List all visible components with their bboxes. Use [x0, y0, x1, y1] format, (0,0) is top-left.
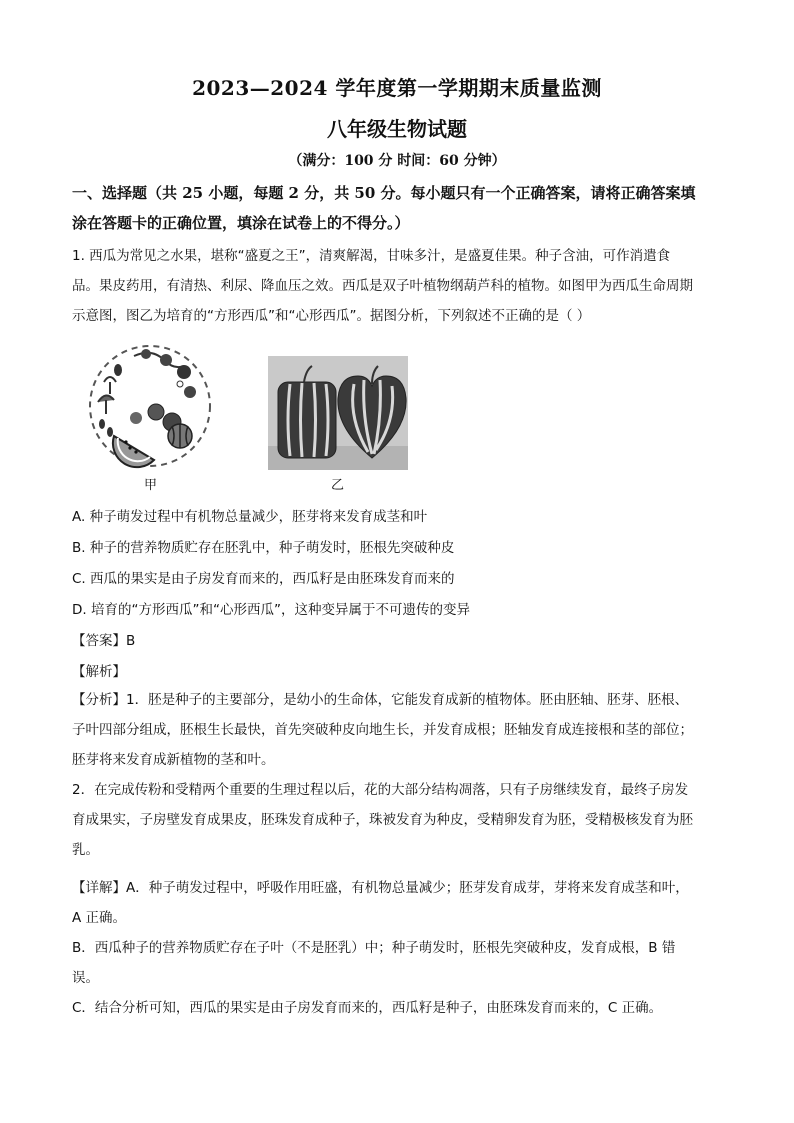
analysis-p1-line-1: 【分析】1．胚是种子的主要部分，是幼小的生命体，它能发育成新的植物体。胚由胚轴、胚芽、胚根、	[72, 692, 689, 708]
caption-yi: 乙	[331, 478, 345, 493]
analysis-p1-line-2: 子叶四部分组成，胚根生长最快，首先突破种皮向地生长，并发育成根；胚轴发育成连接根和茎的部位；	[72, 722, 693, 738]
detail-block	[72, 873, 724, 1023]
question-line-1: 1. 西瓜为常见之水果，堪称“盛夏之王”，清爽解渴，甘味多汁，是盛夏佳果。种子含油，可作消遣食	[72, 248, 671, 264]
section-line-1: 一、选择题（共 25 小题，每题 2 分，共 50 分。每小题只有一个正确答案，请将正确答案填	[72, 184, 696, 202]
option-b[interactable]: B. 种子的营养物质贮存在胚乳中，种子萌发时，胚根先突破种皮	[72, 540, 455, 556]
life-cycle-figure	[84, 340, 216, 472]
analysis-block	[72, 685, 724, 865]
analysis-p2-line-3: 乳。	[72, 842, 99, 858]
score-time-info: （满分：100 分 时间：60 分钟）	[288, 153, 506, 169]
leaf-icon	[141, 349, 151, 359]
shaped-watermelon-photo	[268, 356, 408, 470]
leaf-icon	[160, 354, 172, 366]
question-line-3: 示意图，图乙为培育的“方形西瓜”和“心形西瓜”。据图分析，下列叙述不正确的是（ ）	[72, 308, 591, 324]
sprout-icon	[98, 395, 114, 414]
question-stem	[72, 241, 724, 331]
analysis-label: 【解析】	[72, 664, 126, 680]
detail-a-line-2: A 正确。	[72, 910, 127, 926]
analysis-p1-line-3: 胚芽将来发育成新植物的茎和叶。	[72, 752, 275, 768]
section-instructions	[72, 178, 724, 238]
analysis-p2-line-2: 育成果实，子房壁发育成果皮，胚珠发育成种子，珠被发育为种皮，受精卵发育为胚，受精极核发育为胚	[72, 812, 693, 828]
flower-center-icon	[177, 381, 183, 387]
seed-icon	[99, 419, 105, 429]
option-c[interactable]: C. 西瓜的果实是由子房发育而来的，西瓜籽是由胚珠发育而来的	[72, 571, 455, 587]
analysis-p2-line-1: 2．在完成传粉和受精两个重要的生理过程以后，花的大部分结构凋落，只有子房继续发育，最终子房发	[72, 782, 689, 798]
detail-b-line-1: B．西瓜种子的营养物质贮存在子叶（不是胚乳）中；种子萌发时，胚根先突破种皮，发育成根，B 错	[72, 940, 676, 956]
answer-label: 【答案】B	[72, 633, 136, 649]
seed-icon	[114, 364, 122, 376]
option-a[interactable]: A. 种子萌发过程中有机物总量减少，胚芽将来发育成茎和叶	[72, 509, 428, 525]
detail-c-line-1: C．结合分析可知，西瓜的果实是由子房发育而来的，西瓜籽是种子，由胚珠发育而来的，C 正确。	[72, 1000, 663, 1016]
question-line-2: 品。果皮药用，有清热、利尿、降血压之效。西瓜是双子叶植物纲葫芦科的植物。如图甲为西瓜生命周期	[72, 278, 693, 294]
detail-b-line-2: 误。	[72, 970, 99, 986]
caption-jia: 甲	[144, 478, 158, 493]
seedling-icon	[104, 377, 116, 394]
flower-icon	[184, 386, 196, 398]
seed-icon	[107, 427, 113, 437]
small-fruit-icon	[148, 404, 164, 420]
option-d[interactable]: D. 培育的“方形西瓜”和“心形西瓜”，这种变异属于不可遗传的变异	[72, 602, 470, 618]
leaf-icon	[130, 412, 142, 424]
section-line-2: 涂在答题卡的正确位置，填涂在试卷上的不得分。）	[72, 214, 410, 232]
watermelon-slice-icon	[113, 436, 154, 467]
detail-a-line-1: 【详解】A．种子萌发过程中，呼吸作用旺盛，有机物总量减少；胚芽发育成芽，芽将来发育成茎和叶，	[72, 880, 689, 896]
exam-subtitle: 八年级生物试题	[327, 117, 467, 141]
exam-title: 2023—2024 学年度第一学期期末质量监测	[192, 76, 602, 100]
leaf-icon	[177, 365, 191, 379]
